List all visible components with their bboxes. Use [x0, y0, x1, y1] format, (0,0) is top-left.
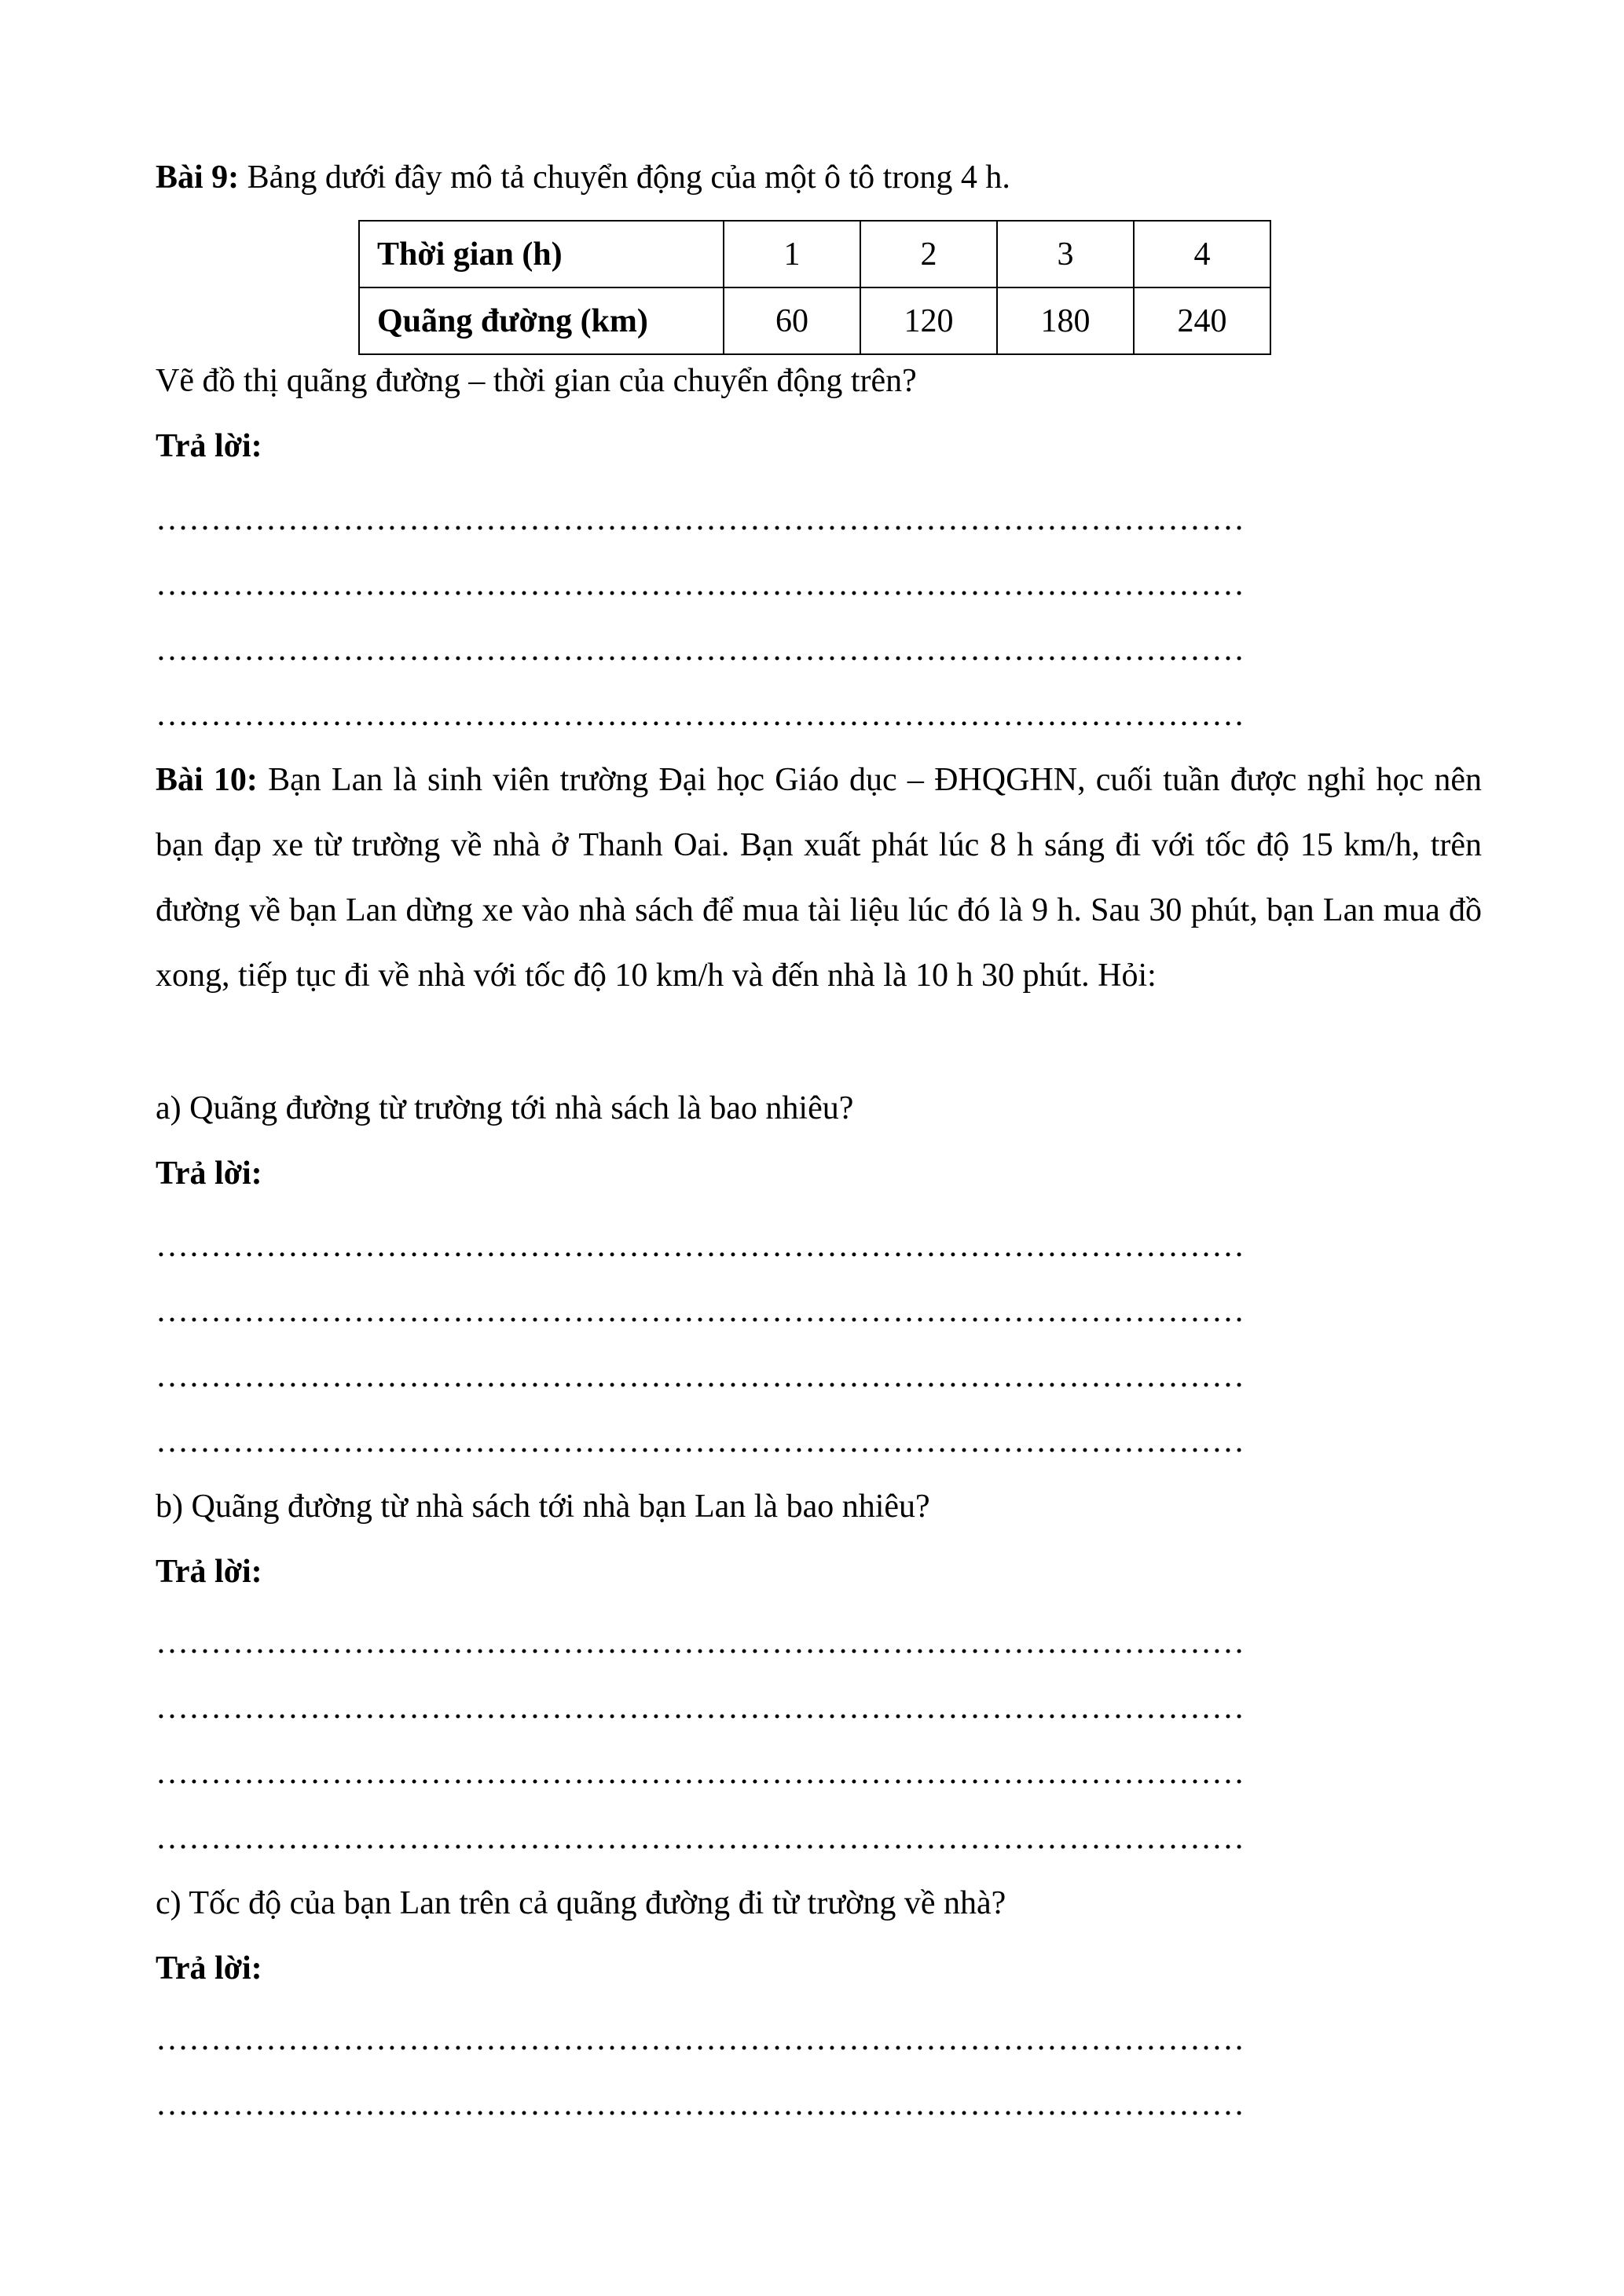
bai10-answer-label-b: Trả lời:	[156, 1554, 262, 1590]
answer-dot-line: ………………………………………………………………………………………	[156, 1755, 1245, 1791]
answer-dot-line: ………………………………………………………………………………………	[156, 566, 1245, 602]
answer-dot-line: ………………………………………………………………………………………	[156, 1358, 1245, 1394]
table-cell: 240	[1134, 287, 1270, 354]
table-cell: 2	[860, 221, 997, 287]
table-header-distance: Quãng đường (km)	[359, 287, 724, 354]
bai9-label: Bài 9:	[156, 159, 240, 196]
answer-dot-line: ………………………………………………………………………………………	[156, 1293, 1245, 1329]
bai10-question-a: a) Quãng đường từ trường tới nhà sách là bao nhiêu?	[156, 1090, 854, 1126]
bai10-answer-label-c: Trả lời:	[156, 1950, 262, 1987]
table-row-distance	[359, 287, 1270, 354]
bai10-question-c: c) Tốc độ của bạn Lan trên cả quãng đường đi từ trường về nhà?	[156, 1885, 1006, 1921]
table-header-time: Thời gian (h)	[359, 221, 724, 287]
table-cell: 60	[724, 287, 860, 354]
answer-dot-line: ………………………………………………………………………………………	[156, 1624, 1245, 1661]
motion-table	[358, 220, 1271, 355]
answer-dot-line: ………………………………………………………………………………………	[156, 632, 1245, 668]
answer-dot-line: ………………………………………………………………………………………	[156, 1820, 1245, 1856]
bai10-question-b: b) Quãng đường từ nhà sách tới nhà bạn Lan là bao nhiêu?	[156, 1489, 930, 1525]
bai10-text: Bạn Lan là sinh viên trường Đại học Giáo dục – ĐHQGHN, cuối tuần được nghỉ học nên bạn đạp xe từ trường về nhà ở Thanh Oai. Bạn xuất phát lúc 8 h sáng đi với tốc độ 15 km/h, trên đường về bạn Lan dừng xe vào nhà sách để mua tài liệu lúc đó là 9 h. Sau 30 phút, bạn Lan mua đồ xong, tiếp tục đi về nhà với tốc độ 10 km/h và đến nhà là 10 h 30 phút. Hỏi:	[156, 762, 1482, 994]
answer-dot-line: ………………………………………………………………………………………	[156, 2021, 1245, 2057]
table-cell: 180	[997, 287, 1134, 354]
answer-dot-line: ………………………………………………………………………………………	[156, 1228, 1245, 1264]
table-cell: 120	[860, 287, 997, 354]
table-row-time	[359, 221, 1270, 287]
bai9-answer-label: Trả lời:	[156, 428, 262, 464]
table-cell: 3	[997, 221, 1134, 287]
bai9-question: Vẽ đồ thị quãng đường – thời gian của chuyển động trên?	[156, 363, 917, 399]
answer-dot-line: ………………………………………………………………………………………	[156, 1423, 1245, 1459]
bai9-text: Bảng dưới đây mô tả chuyển động của một ô tô trong 4 h.	[239, 159, 1010, 196]
answer-dot-line: ………………………………………………………………………………………	[156, 1690, 1245, 1726]
bai10-paragraph	[156, 748, 1482, 1009]
answer-dot-line: ………………………………………………………………………………………	[156, 697, 1245, 733]
table-cell: 4	[1134, 221, 1270, 287]
answer-dot-line: ………………………………………………………………………………………	[156, 2086, 1245, 2122]
bai9-heading	[156, 158, 1010, 197]
answer-dot-line: ………………………………………………………………………………………	[156, 501, 1245, 537]
table-cell: 1	[724, 221, 860, 287]
bai10-label: Bài 10:	[156, 762, 258, 798]
bai10-answer-label-a: Trả lời:	[156, 1155, 262, 1192]
